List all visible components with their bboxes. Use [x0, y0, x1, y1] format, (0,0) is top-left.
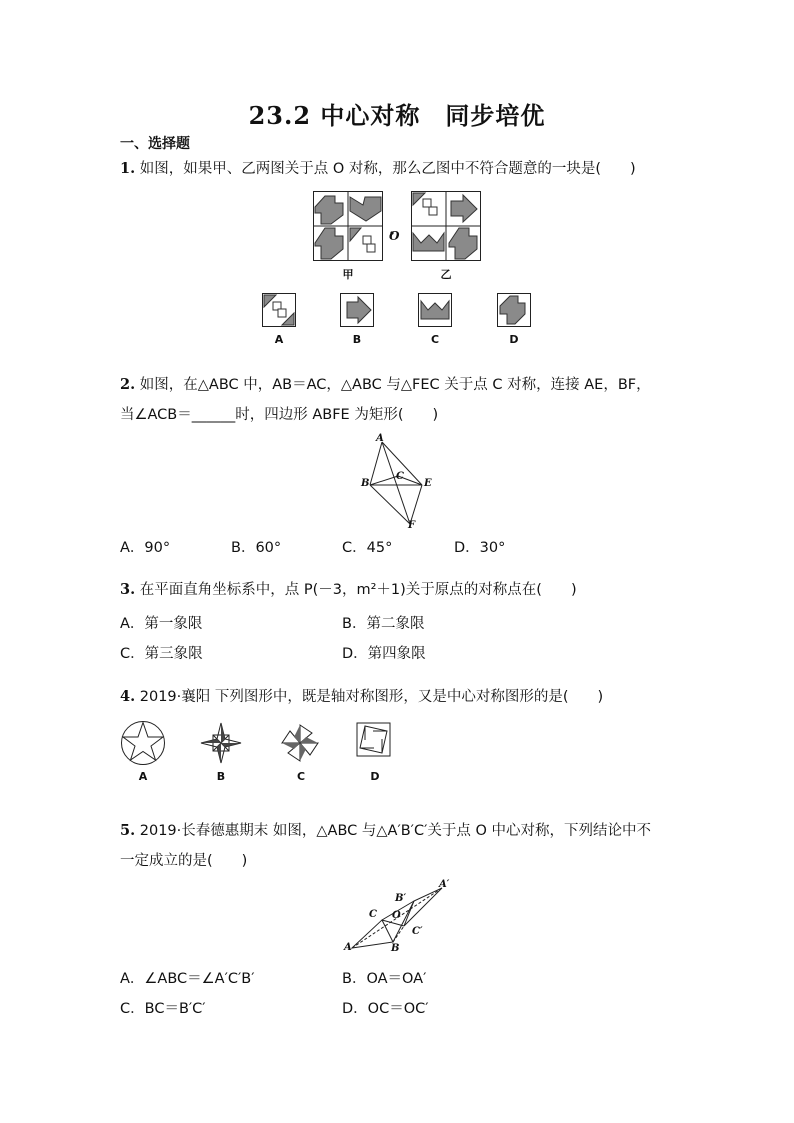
section-heading: 一、选择题	[120, 136, 190, 152]
q2-option-c[interactable]: C．45°	[342, 540, 393, 556]
point-f: F	[408, 520, 416, 531]
point-c: C	[396, 471, 404, 482]
q5-option-b[interactable]: B．OA＝OA′	[342, 971, 427, 987]
question-text-line1: 如图，在△ABC 中，AB＝AC，△ABC 与△FEC 关于点 C 对称，连接 AE，BF，	[139, 377, 651, 393]
question-number: 2.	[120, 376, 136, 393]
point-b-prime: B′	[395, 893, 407, 904]
center-label: O	[389, 229, 400, 243]
option-c-label[interactable]: C	[430, 333, 440, 346]
point-e: E	[424, 478, 432, 489]
question-3	[120, 580, 577, 600]
point-a: A	[376, 433, 384, 444]
q4-shape-a-circle-star	[120, 720, 166, 766]
point-a-prime: A′	[439, 879, 450, 890]
option-a-label[interactable]: A	[274, 333, 284, 346]
q2-option-b[interactable]: B．60°	[231, 540, 282, 556]
option-d-piece	[497, 293, 531, 327]
question-4	[120, 687, 603, 707]
question-number: 5.	[120, 822, 136, 839]
q4-shape-b-compass	[199, 721, 243, 765]
question-number: 1.	[120, 160, 136, 177]
figure-label-jia: 甲	[342, 268, 354, 281]
q4-shape-d-square	[356, 722, 392, 758]
option-d-label[interactable]: D	[509, 333, 519, 346]
option-b-piece	[340, 293, 374, 327]
q3-option-c[interactable]: C．第三象限	[120, 646, 203, 662]
question-text-line1: 如图，△ABC 与△A′B′C′关于点 O 中心对称，下列结论中不	[272, 823, 652, 839]
q3-option-d[interactable]: D．第四象限	[342, 646, 426, 662]
q4-option-b[interactable]: B	[216, 770, 226, 783]
q2-option-a[interactable]: A．90°	[120, 540, 171, 556]
figure-yi	[411, 191, 481, 261]
figure-jia	[313, 191, 383, 261]
question-2-line2: 当∠ACB＝______时，四边形 ABFE 为矩形( )	[120, 407, 439, 423]
page-title: 23.2 中心对称 同步培优	[248, 101, 546, 130]
point-b: B	[391, 943, 400, 954]
question-5-line2: 一定成立的是( )	[120, 853, 248, 869]
question-5	[120, 821, 651, 841]
question-number: 3.	[120, 581, 136, 598]
point-b: B	[361, 478, 370, 489]
question-text: 下列图形中，既是轴对称图形，又是中心对称图形的是( )	[214, 689, 604, 705]
point-o: O	[392, 910, 401, 921]
question-2	[120, 375, 651, 395]
q5-option-c[interactable]: C．BC＝B′C′	[120, 1001, 206, 1017]
option-c-piece	[418, 293, 452, 327]
q5-option-a[interactable]: A．∠ABC＝∠A′C′B′	[120, 971, 255, 987]
question-1	[120, 159, 636, 179]
question-text: 如图，如果甲、乙两图关于点 O 对称，那么乙图中不符合题意的一块是( )	[139, 161, 636, 177]
q3-option-a[interactable]: A．第一象限	[120, 616, 203, 632]
figure-label-yi: 乙	[440, 268, 452, 281]
q4-option-d[interactable]: D	[370, 770, 380, 783]
question-number: 4.	[120, 688, 136, 705]
point-c: C	[369, 909, 377, 920]
q4-option-c[interactable]: C	[296, 770, 306, 783]
q5-option-d[interactable]: D．OC＝OC′	[342, 1001, 429, 1017]
question-source: 2019·长春德惠期末	[139, 823, 269, 839]
option-a-piece	[262, 293, 296, 327]
point-c-prime: C′	[412, 926, 423, 937]
q3-option-b[interactable]: B．第二象限	[342, 616, 425, 632]
question-text: 在平面直角坐标系中，点 P(－3，m²＋1)关于原点的对称点在( )	[139, 582, 577, 598]
q4-option-a[interactable]: A	[138, 770, 148, 783]
point-a: A	[344, 942, 352, 953]
q4-shape-c-pinwheel	[278, 723, 322, 763]
q2-option-d[interactable]: D．30°	[454, 540, 506, 556]
option-b-label[interactable]: B	[352, 333, 362, 346]
question-source: 2019·襄阳	[139, 689, 211, 705]
